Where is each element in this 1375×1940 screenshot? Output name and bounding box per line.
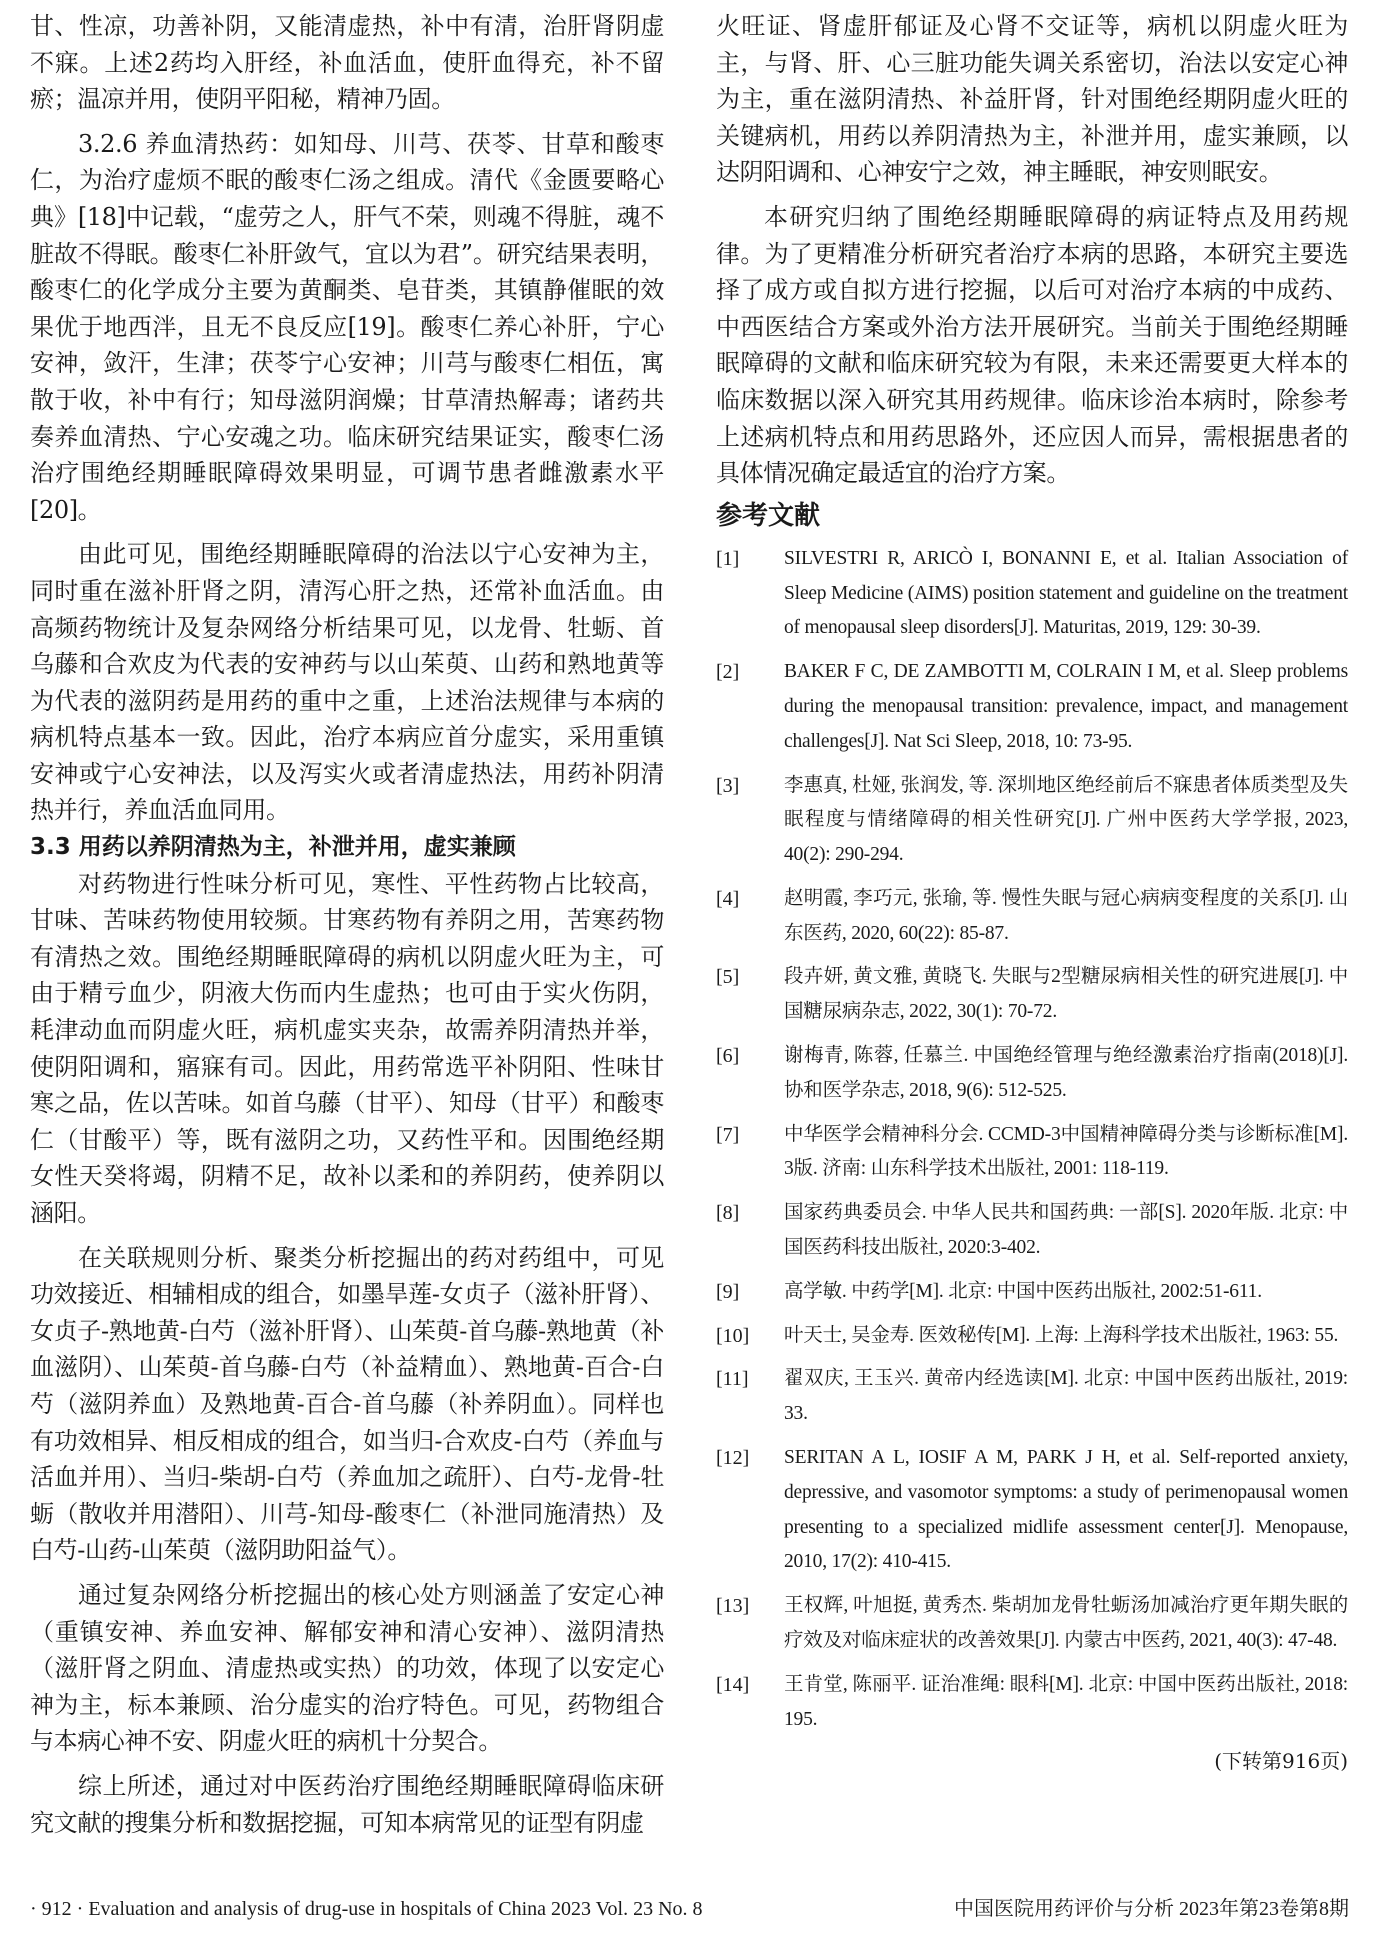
reference-text: 翟双庆, 王玉兴. 黄帝内经选读[M]. 北京: 中国中医药出版社, 2019: 33.: [784, 1368, 1348, 1425]
reference-text: 高学敏. 中药学[M]. 北京: 中国中医药出版社, 2002:51-611.: [784, 1280, 1262, 1302]
reference-number: [14]: [716, 1673, 750, 1696]
reference-number: [12]: [716, 1447, 750, 1470]
reference-item: [716, 1196, 1348, 1266]
references-heading: 参考文献: [716, 500, 821, 531]
paragraph: 本研究归纳了围绝经期睡眠障碍的病证特点及用药规律。为了更精准分析研究者治疗本病的思路，本研究主要选择了成方或自拟方进行挖掘，以后可对治疗本病的中成药、中西医结合方案或外治方法开展研究。当前关于围绝经期睡眠障碍的文献和临床研究较为有限，未来还需要更大样本的临床数据以深入研究其用药规律。临床诊治本病时，除参考上述病机特点和用药思路外，还应因人而异，需根据患者的具体情况确定最适宜的治疗方案。: [716, 202, 1348, 488]
reference-number: [11]: [716, 1368, 749, 1391]
reference-number: [6]: [716, 1045, 740, 1068]
reference-item: [716, 1319, 1348, 1354]
paragraph: 对药物进行性味分析可见，寒性、平性药物占比较高，甘味、苦味药物使用较频。甘寒药物有养阴之用，苦寒药物有清热之效。围绝经期睡眠障碍的病机以阴虚火旺为主，可由于精亏血少，阴液大伤而内生虚热；也可由于实火伤阴，耗津动血而阴虚火旺，病机虚实夹杂，故需养阴清热并举，使阴阳调和，寤寐有司。因此，用药常选平补阴阳、性味甘寒之品，佐以苦味。如首乌藤（甘平）、知母（甘平）和酸枣仁（甘酸平）等，既有滋阴之功，又药性平和。因围绝经期女性天癸将竭，阴精不足，故补以柔和的养阴药，使养阴以涵阳。: [30, 869, 664, 1227]
reference-text: 段卉妍, 黄文雅, 黄晓飞. 失眠与2型糖尿病相关性的研究进展[J]. 中国糖尿病杂志, 2022, 30(1): 70-72.: [784, 966, 1348, 1023]
reference-number: [1]: [716, 547, 740, 570]
paragraph: 火旺证、肾虚肝郁证及心肾不交证等，病机以阴虚火旺为主，与肾、肝、心三脏功能失调关系密切，治法以安定心神为主，重在滋阴清热、补益肝肾，针对围绝经期阴虚火旺的关键病机，用药以养阴清热为主，补泄并用，虚实兼顾，以达阴阳调和、心神安宁之效，神主睡眠，神安则眠安。: [716, 12, 1348, 187]
reference-text: 赵明霞, 李巧元, 张瑜, 等. 慢性失眠与冠心病病变程度的关系[J]. 山东医药, 2020, 60(22): 85-87.: [784, 887, 1348, 944]
continued-note: (下转第916页): [1214, 1749, 1348, 1774]
paragraph: 甘、性凉，功善补阴，又能清虚热，补中有清，治肝肾阴虚不寐。上述2药均入肝经，补血活血，使肝血得充，补不留瘀；温凉并用，使阴平阳秘，精神乃固。: [30, 12, 664, 114]
reference-item: [716, 960, 1348, 1030]
paragraph: 在关联规则分析、聚类分析挖掘出的药对药组中，可见功效接近、相辅相成的组合，如墨旱莲-女贞子（滋补肝肾）、女贞子-熟地黄-白芍（滋补肝肾）、山茱萸-首乌藤-熟地黄（补血滋阴）、山茱萸-首乌藤-白芍（补益精血）、熟地黄-百合-白芍（滋阴养血）及熟地黄-百合-首乌藤（补养阴血）。同样也有功效相异、相反相成的组合，如当归-合欢皮-白芍（养血与活血并用）、当归-柴胡-白芍（养血加之疏肝）、白芍-龙骨-牡蛎（散收并用潜阳）、川芎-知母-酸枣仁（补泄同施清热）及白芍-山药-山茱萸（滋阴助阳益气）。: [30, 1243, 664, 1565]
reference-item: [716, 1589, 1348, 1659]
reference-item: [716, 1362, 1348, 1432]
footer-journal-chinese: 中国医院用药评价与分析 2023年第23卷第8期: [954, 1898, 1349, 1920]
reference-text: SILVESTRI R, ARICÒ I, BONANNI E, et al. Italian Association of Sleep Medicine (AIMS) position statement and guideline on the treatment of menopausal sleep disorders[J]. Maturitas, 2019, 129: 30-39.: [784, 547, 1348, 639]
reference-text: 叶天士, 吴金寿. 医效秘传[M]. 上海: 上海科学技术出版社, 1963: 55.: [784, 1324, 1339, 1346]
reference-text: 谢梅青, 陈蓉, 任慕兰. 中国绝经管理与绝经激素治疗指南(2018)[J]. 协和医学杂志, 2018, 9(6): 512-525.: [784, 1045, 1348, 1101]
reference-number: [5]: [716, 966, 740, 989]
section-3-2-6: 3.2.6 养血清热药：如知母、川芎、茯苓、甘草和酸枣仁，为治疗虚烦不眠的酸枣仁汤之组成。清代《金匮要略心典》[18]中记载，“虚劳之人，肝气不荣，则魂不得脏，魂不脏故不得眠。酸枣仁补肝敛气，宜以为君”。研究结果表明，酸枣仁的化学成分主要为黄酮类、皂苷类，其镇静催眠的效果优于地西泮，且无不良反应[19]。酸枣仁养心补肝，宁心安神，敛汗，生津；茯苓宁心安神；川芎与酸枣仁相伍，寓散于收，补中有行；知母滋阴润燥；甘草清热解毒；诸药共奏养血清热、宁心安魂之功。临床研究结果证实，酸枣仁汤治疗围绝经期睡眠障碍效果明显，可调节患者雌激素水平[20]。: [30, 129, 664, 524]
paragraph: 综上所述，通过对中医药治疗围绝经期睡眠障碍临床研究文献的搜集分析和数据挖掘，可知本病常见的证型有阴虚: [30, 1771, 664, 1837]
right-column: [716, 8, 1348, 1776]
reference-list: [716, 542, 1348, 1738]
reference-number: [10]: [716, 1324, 750, 1347]
page-footer: [0, 1894, 1375, 1930]
reference-item: [716, 1441, 1348, 1580]
reference-text: 王权辉, 叶旭挺, 黄秀杰. 柴胡加龙骨牡蛎汤加减治疗更年期失眠的疗效及对临床症状的改善效果[J]. 内蒙古中医药, 2021, 40(3): 47-48.: [784, 1595, 1348, 1652]
reference-text: BAKER F C, DE ZAMBOTTI M, COLRAIN I M, et al. Sleep problems during the menopausal transition: prevalence, impact, and management challenges[J]. Nat Sci Sleep, 2018, 10: 73-95.: [784, 661, 1348, 752]
reference-text: 王肯堂, 陈丽平. 证治准绳: 眼科[M]. 北京: 中国中医药出版社, 2018: 195.: [784, 1673, 1348, 1730]
reference-number: [2]: [716, 661, 740, 684]
paragraph: 由此可见，围绝经期睡眠障碍的治法以宁心安神为主，同时重在滋补肝肾之阴，清泻心肝之热，还常补血活血。由高频药物统计及复杂网络分析结果可见，以龙骨、牡蛎、首乌藤和合欢皮为代表的安神药与以山茱萸、山药和熟地黄等为代表的滋阴药是用药的重中之重，上述治法规律与本病的病机特点基本一致。因此，治疗本病应首分虚实，采用重镇安神或宁心安神法，以及泻实火或者清虚热法，用药补阴清热并行，养血活血同用。: [30, 540, 664, 825]
reference-text: 李惠真, 杜娅, 张润发, 等. 深圳地区绝经前后不寐患者体质类型及失眠程度与情绪障碍的相关性研究[J]. 广州中医药大学学报, 2023, 40(2): 290-294.: [784, 774, 1348, 866]
reference-item: [716, 1039, 1348, 1109]
reference-item: [716, 1275, 1348, 1310]
reference-text: SERITAN A L, IOSIF A M, PARK J H, et al. Self-reported anxiety, depressive, and vasomotor symptoms: a study of perimenopausal women presenting to a specialized midlife assessment center[J]. Menopause, 2010, 17(2): 410-415.: [784, 1447, 1348, 1573]
reference-item: [716, 1668, 1348, 1738]
section-heading-3-3: 3.3 用药以养阴清热为主，补泄并用，虚实兼顾: [30, 834, 516, 861]
reference-number: [7]: [716, 1123, 740, 1146]
reference-number: [3]: [716, 774, 740, 797]
reference-number: [4]: [716, 887, 740, 910]
reference-number: [9]: [716, 1280, 740, 1303]
reference-item: [716, 769, 1348, 873]
reference-number: [13]: [716, 1595, 750, 1618]
left-column: [30, 8, 664, 1841]
footer-journal-english: · 912 · Evaluation and analysis of drug-use in hospitals of China 2023 Vol. 23 No. 8: [30, 1898, 703, 1920]
reference-item: [716, 882, 1348, 952]
reference-text: 中华医学会精神科分会. CCMD-3中国精神障碍分类与诊断标准[M]. 3版. 济南: 山东科学技术出版社, 2001: 118-119.: [784, 1123, 1348, 1180]
reference-item: [716, 655, 1348, 759]
reference-item: [716, 542, 1348, 646]
reference-item: [716, 1118, 1348, 1188]
paragraph: 通过复杂网络分析挖掘出的核心处方则涵盖了安定心神（重镇安神、养血安神、解郁安神和清心安神）、滋阴清热（滋肝肾之阴血、清虚热或实热）的功效，体现了以安定心神为主，标本兼顾、治分虚实的治疗特色。可见，药物组合与本病心神不安、阴虚火旺的病机十分契合。: [30, 1580, 664, 1756]
reference-number: [8]: [716, 1202, 740, 1225]
reference-text: 国家药典委员会. 中华人民共和国药典: 一部[S]. 2020年版. 北京: 中国医药科技出版社, 2020:3-402.: [784, 1202, 1348, 1259]
